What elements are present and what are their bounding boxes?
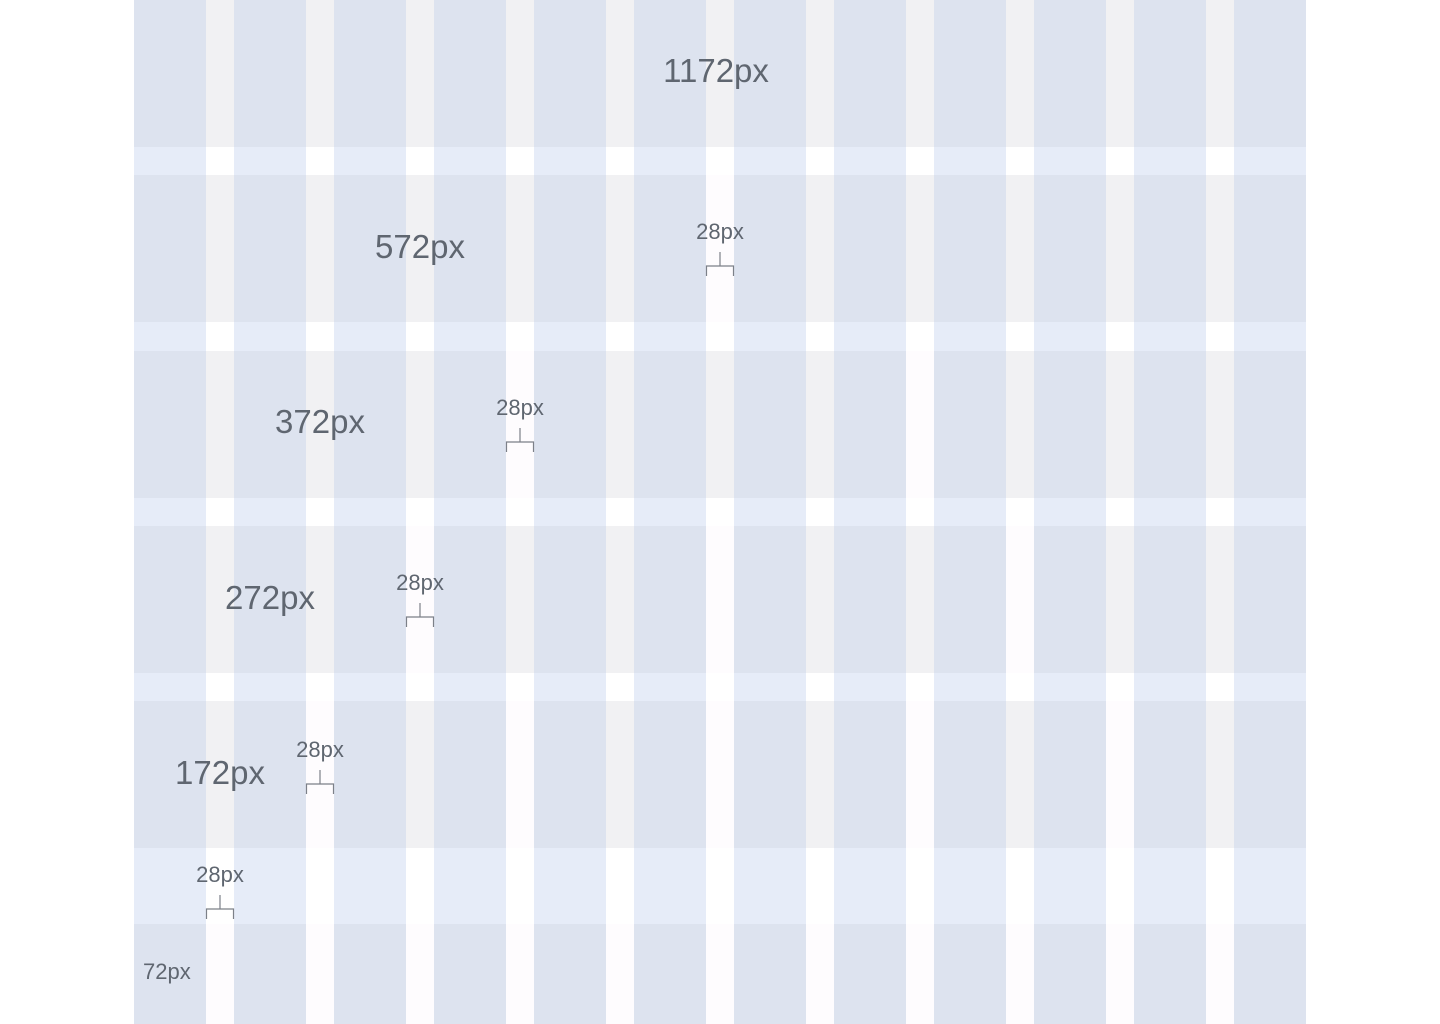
width-label: 372px	[275, 403, 365, 440]
gutter-label: 28px	[296, 737, 344, 762]
gutter-bracket	[706, 252, 734, 276]
width-label: 172px	[175, 754, 265, 791]
width-label: 1172px	[663, 52, 769, 89]
gutter-label: 28px	[496, 395, 544, 420]
gutter-bracket	[206, 895, 234, 919]
gutter-bracket	[306, 770, 334, 794]
width-label: 272px	[225, 579, 315, 616]
gutter-bracket	[406, 603, 434, 627]
gutter-label: 28px	[396, 570, 444, 595]
gutter-label: 28px	[696, 219, 744, 244]
width-label: 572px	[375, 228, 465, 265]
gutter-label: 28px	[196, 862, 244, 887]
width-label: 72px	[143, 959, 191, 984]
gutter-bracket	[506, 428, 534, 452]
